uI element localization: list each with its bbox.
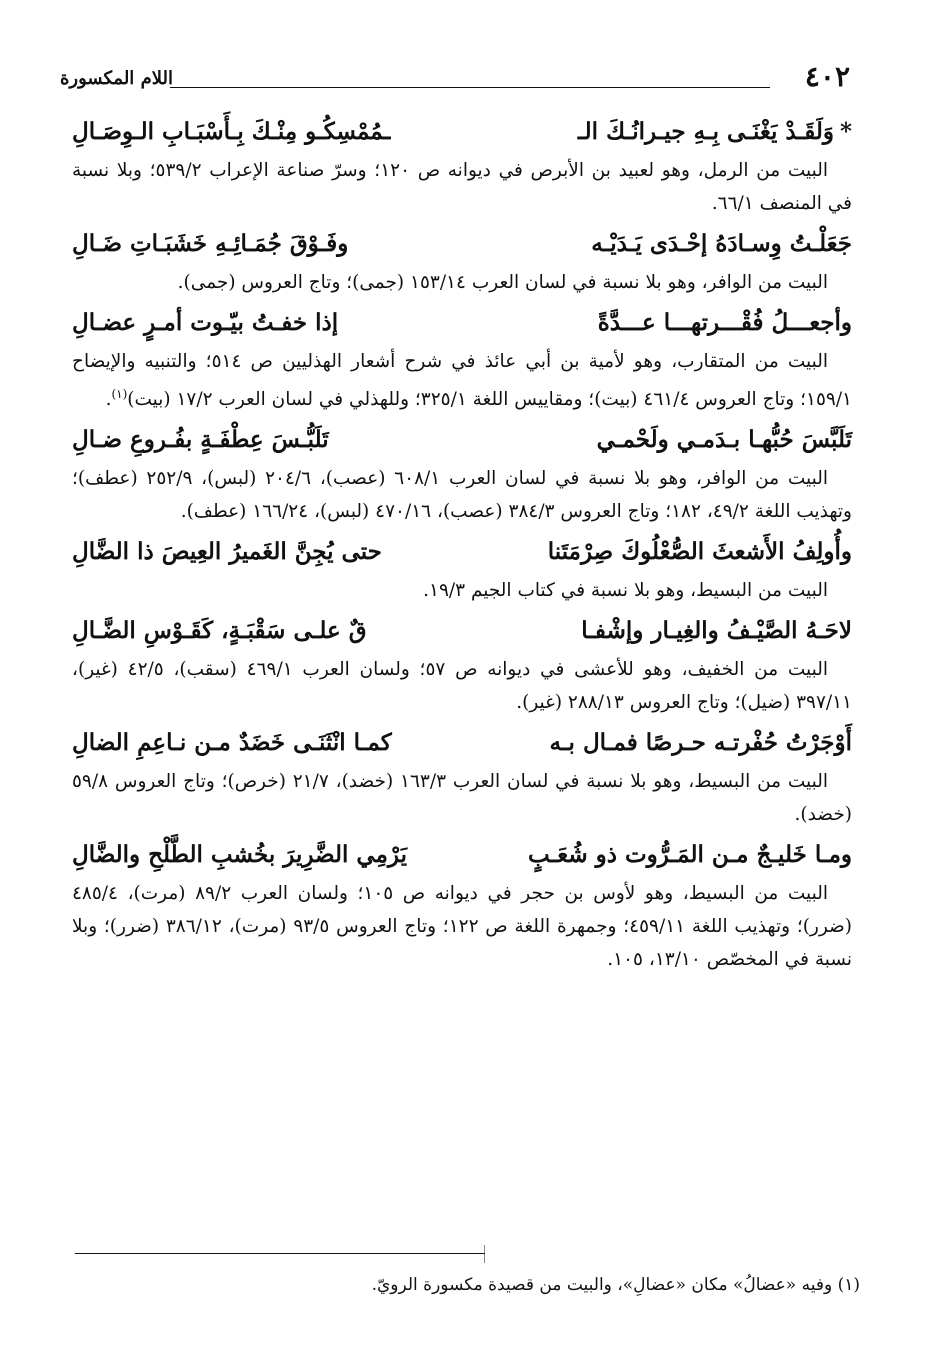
- page-number: ٤٠٢: [804, 60, 850, 93]
- verse-note: البيت من الخفيف، وهو للأعشى في ديوانه ص ٥٧؛ ولسان العرب ٤٦٩/١ (سقب)، ٤٢/٥ (غير)، ٣٩٧/١١ (ضيل)؛ وتاج العروس ٢٨٨/١٣ (غير).: [72, 659, 852, 714]
- second-hemistich: إذا خفـتُ بيّـوت أمـرٍ عضـالِ: [72, 309, 339, 336]
- second-hemistich: حتى يُجِنَّ الغَميرُ العِيصَ ذا الضَّالِ: [72, 538, 382, 566]
- footnote: (١) وفيه «عضالُ» مكان «عضالِ»، والبيت من قصيدة مكسورة الرويّ.: [371, 1275, 860, 1295]
- verse-note: البيت من البسيط، وهو بلا نسبة في كتاب الجيم ١٩/٣.: [423, 580, 828, 602]
- verse-entry: [72, 307, 852, 416]
- section-title: اللام المكسورة: [60, 68, 173, 89]
- verse-entry: [72, 228, 852, 299]
- first-hemistich: جَعَلْـتُ وِسـادَهُ إحْـدَى يَـدَيْـه: [591, 230, 852, 257]
- first-hemistich: لاحَـهُ الصَّيْـفُ والغِيـار وإشْفـا: [581, 617, 852, 645]
- verse-line: [72, 615, 852, 647]
- second-hemistich: وفَـوْقَ جُمَـائِـهِ خَشَبَـاتِ ضَـالِ: [72, 230, 349, 257]
- verse-note: البيت من البسيط، وهو لأوس بن حجر في ديوانه ص ١٠٥؛ ولسان العرب ٨٩/٢ (مرت)، ٤٨٥/٤ (ضرر)؛ وتهذيب اللغة ٤٥٩/١١؛ وجمهرة اللغة ص ١٢٢؛ وتاج العروس ٩٣/٥ (مرت)، ٣٨٦/١٢ (ضرر)؛ وبلا نسبة في المخصّص ١٣/١٠، ١٠٥.: [72, 883, 852, 971]
- verse-entries: [72, 108, 852, 980]
- verse-line: [72, 228, 852, 260]
- verse-entry: [72, 536, 852, 607]
- verse-line: [72, 839, 852, 871]
- footnote-reference[interactable]: (١): [111, 387, 128, 401]
- verse-line: [72, 307, 852, 339]
- star-marker: *: [839, 118, 852, 145]
- first-hemistich: وأجعـــلُ فُقْـــرتهـــا عـــدَّةً: [597, 309, 852, 336]
- verse-note: البيت من البسيط، وهو بلا نسبة في لسان العرب ١٦٣/٣ (خضد)، ٢١/٧ (خرص)؛ وتاج العروس ٥٩/٨ (خضد).: [72, 771, 852, 826]
- footnote-separator: [75, 1253, 485, 1254]
- second-hemistich: كمـا انْثَنَـى خَضَدٌ مـن نـاعِمِ الضالِ: [72, 729, 392, 757]
- verse-line: [72, 116, 852, 148]
- second-hemistich: ـمُمْسِكُـو مِنْـكَ بِـأَسْبَـابِ الـوِصَـالِ: [72, 118, 391, 145]
- verse-line: [72, 424, 852, 456]
- verse-line: [72, 727, 852, 759]
- second-hemistich: يَرْمِي الضَّرِيرَ بخُشبِ الطَّلْحِ والضَّالِ: [72, 841, 407, 869]
- first-hemistich: أَوْجَرْتُ حُفْرتـه حـرصًا فمـال بـه: [549, 729, 852, 757]
- footnote-tick: [484, 1245, 485, 1263]
- first-hemistich: وأُولِفُ الأَشعثَ الصُّعْلُوكَ صِرْمَتَنا: [547, 538, 852, 566]
- verse-entry: [72, 839, 852, 976]
- verse-note: البيت من الرمل، وهو لعبيد بن الأبرص في ديوانه ص ١٢٠؛ وسرّ صناعة الإعراب ٥٣٩/٢؛ وبلا نسبة في المنصف ٦٦/١.: [72, 160, 852, 214]
- second-hemistich: تَلَبُّـسَ عِطْفَـةٍ بفُـروعِ ضـالِ: [72, 426, 329, 454]
- verse-note: البيت من الوافر، وهو بلا نسبة في لسان العرب ٦٠٨/١ (عصب)، ٢٠٤/٦ (لبس)، ٢٥٢/٩ (عطف)؛ وتهذيب اللغة ٤٩/٢، ١٨٢؛ وتاج العروس ٣٨٤/٣ (عصب)، ٤٧٠/١٦ (لبس)، ١٦٦/٢٤ (عطف).: [72, 468, 852, 523]
- first-hemistich: ومـا خَليـجٌ مـن المَـرُّوت ذو شُعَـبٍ: [527, 841, 852, 869]
- verse-entry: [72, 116, 852, 220]
- verse-note: البيت من المتقارب، وهو لأمية بن أبي عائذ في شرح أشعار الهذليين ص ٥١٤؛ والتنبيه والإيضاح ١٥٩/١؛ وتاج العروس ٤٦١/٤ (بيت)؛ ومقاييس اللغة ٣٢٥/١؛ وللهذلي في لسان العرب ١٧/٢ (بيت)$^{(١)}$.: [72, 351, 852, 411]
- page-header: [60, 58, 850, 98]
- verse-entry: [72, 615, 852, 719]
- header-rule: [170, 87, 770, 88]
- first-hemistich: تَلَبَّسَ حُبُّهـا بـدَمـي ولَحْمـي: [596, 426, 852, 454]
- first-hemistich: *وَلَقَـدْ يَغْنَـى بِـهِ جيـرانُـكَ الـ: [577, 118, 852, 145]
- second-hemistich: قٌ علـى سَقْبَـةٍ، كَقَـوْسِ الضَّـالِ: [72, 617, 367, 645]
- verse-entry: [72, 424, 852, 528]
- verse-note: البيت من الوافر، وهو بلا نسبة في لسان العرب ١٥٣/١٤ (جمى)؛ وتاج العروس (جمى).: [177, 272, 828, 293]
- verse-line: [72, 536, 852, 568]
- verse-entry: [72, 727, 852, 831]
